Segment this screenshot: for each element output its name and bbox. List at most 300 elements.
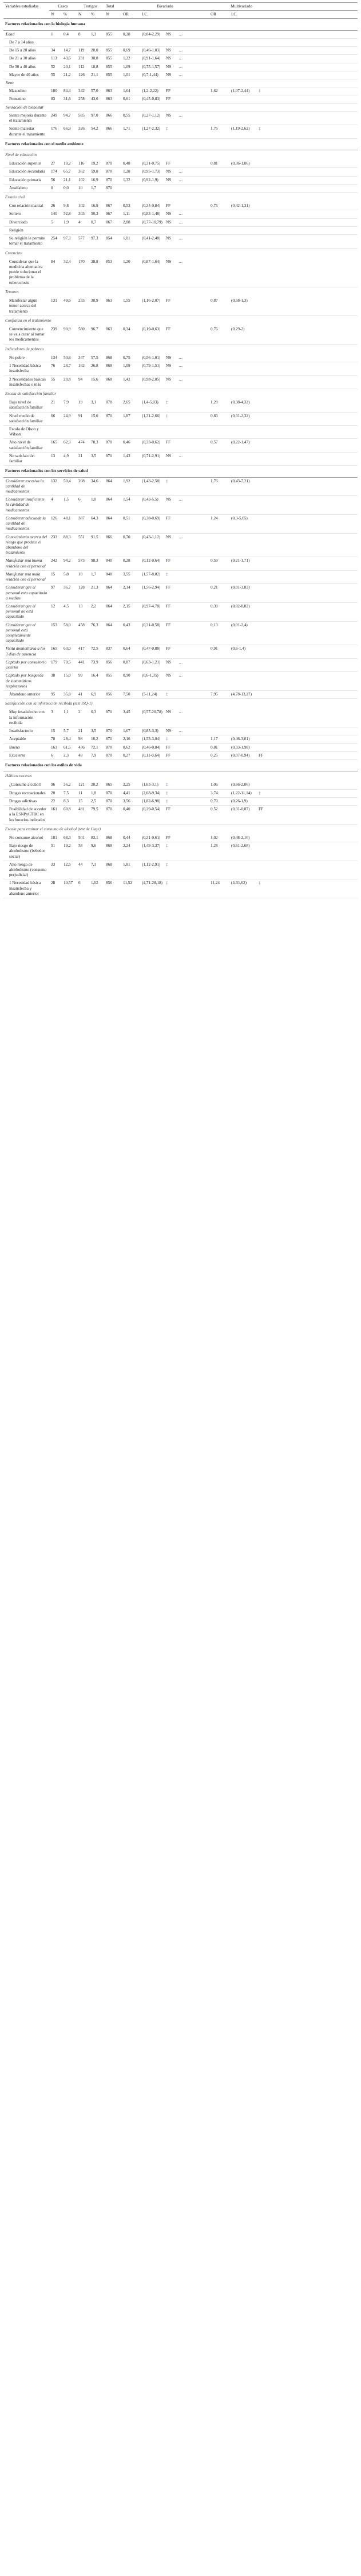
bivariate-or: 1,32 (121, 176, 140, 184)
bivariate-or: 0,75 (121, 354, 140, 362)
controls-n: 91 (77, 412, 89, 425)
total-n: 870 (104, 806, 121, 825)
bivariate-ic: (0,6-1,35) (140, 672, 164, 691)
header-bivariate-extra (177, 11, 209, 19)
total-n: 868 (104, 354, 121, 362)
bivariate-ic: (0,83-1,48) (140, 210, 164, 218)
cases-pct: 19,2 (62, 842, 77, 861)
total-n: 870 (104, 399, 121, 412)
bivariate-or: 1,20 (121, 258, 140, 287)
bivariate-sig: ‡ (164, 789, 177, 797)
cases-pct: 5,7 (62, 727, 77, 735)
multivariate-sig (257, 55, 274, 63)
total-n: 855 (104, 47, 121, 55)
multivariate-ic (229, 71, 257, 79)
variable-label: Drogas adictivas (3, 797, 49, 805)
bivariate-extra (177, 781, 209, 789)
bivariate-or: 1,55 (121, 297, 140, 315)
multivariate-ic: (4-31,62) (229, 879, 257, 898)
cases-n (49, 79, 62, 87)
bivariate-extra (177, 743, 209, 751)
bivariate-sig: ‡ (164, 570, 177, 583)
controls-pct: 0,7 (89, 218, 104, 226)
table-row (3, 658, 358, 671)
cases-n: 140 (49, 210, 62, 218)
variable-label: Siente malestar durante el tratamiento (3, 125, 49, 138)
multivariate-ic (229, 426, 257, 439)
subsection-row (3, 287, 358, 297)
bivariate-or: 0,70 (121, 533, 140, 557)
multivariate-ic: (1,07-2,44) (229, 87, 257, 95)
bivariate-extra (177, 439, 209, 452)
multivariate-or: 0,76 (209, 326, 229, 344)
controls-pct: 20,2 (89, 781, 104, 789)
controls-n: 551 (77, 533, 89, 557)
bivariate-or: 11,52 (121, 879, 140, 898)
bivariate-or: 0,28 (121, 30, 140, 38)
row-padding (274, 514, 358, 533)
variable-label: Siente mejoría durante el tratamiento (3, 111, 49, 125)
bivariate-extra (177, 557, 209, 570)
multivariate-or (209, 38, 229, 46)
cases-n: 126 (49, 514, 62, 533)
multivariate-sig (257, 30, 274, 38)
cases-n (49, 38, 62, 46)
bivariate-ic: (0,79-1,51) (140, 362, 164, 375)
controls-n: 116 (77, 160, 89, 168)
controls-n: 98 (77, 735, 89, 743)
total-n (104, 426, 121, 439)
cases-pct: 36,2 (62, 781, 77, 789)
bivariate-extra (177, 202, 209, 210)
cases-n: 33 (49, 861, 62, 879)
bivariate-ic: (0,7-1,44) (140, 71, 164, 79)
multivariate-ic (229, 727, 257, 735)
bivariate-extra: … (177, 71, 209, 79)
cases-pct: 20,1 (62, 63, 77, 71)
total-n (104, 103, 121, 111)
bivariate-or: 3,45 (121, 709, 140, 727)
controls-n: 11 (77, 789, 89, 797)
bivariate-or (121, 184, 140, 192)
total-n: 870 (104, 160, 121, 168)
multivariate-sig (257, 842, 274, 861)
cases-pct: 66,9 (62, 125, 77, 138)
bivariate-ic: (0,31-0,58) (140, 621, 164, 645)
bivariate-sig: NS (164, 496, 177, 515)
table-row (3, 621, 358, 645)
controls-pct: 54,2 (89, 125, 104, 138)
variable-label: 1 Necesidad básica insatisfecha (3, 362, 49, 375)
bivariate-ic: (0,11-0,64) (140, 751, 164, 759)
controls-pct (89, 79, 104, 87)
bivariate-extra: … (177, 709, 209, 727)
bivariate-ic: (0,45-0,83) (140, 95, 164, 103)
variable-label: Captado por búsqueda de sintomáticos respiratorios (3, 672, 49, 691)
controls-pct: 98,3 (89, 557, 104, 570)
multivariate-sig: ‡ (257, 879, 274, 898)
bivariate-or: 0,40 (121, 806, 140, 825)
bivariate-ic: (0,87-1,64) (140, 258, 164, 287)
subsection-row (3, 389, 358, 399)
cases-pct: 1,9 (62, 218, 77, 226)
bivariate-ic: (1,43-2,58) (140, 477, 164, 496)
cases-pct: 7,5 (62, 789, 77, 797)
header-controls: Testigos (77, 3, 104, 11)
subsection-title: Escala de satisfacción familiar (5, 391, 57, 396)
multivariate-ic (229, 95, 257, 103)
table-row (3, 842, 358, 861)
cases-pct: 29,4 (62, 735, 77, 743)
section-title: Factores relacionados con la biología humana (3, 19, 358, 30)
total-n: 865 (104, 781, 121, 789)
table-row (3, 557, 358, 570)
subsection-row (3, 248, 358, 258)
table-row (3, 354, 358, 362)
multivariate-ic: (0,31-0,87) (229, 806, 257, 825)
row-padding (274, 570, 358, 583)
controls-n: 577 (77, 235, 89, 248)
cases-n: 165 (49, 645, 62, 658)
bivariate-or: 1,28 (121, 168, 140, 176)
multivariate-ic (229, 658, 257, 671)
bivariate-extra (177, 95, 209, 103)
controls-n: 170 (77, 258, 89, 287)
cases-n: 1 (49, 30, 62, 38)
controls-pct: 50,3 (89, 210, 104, 218)
multivariate-or: 11,24 (209, 879, 229, 898)
multivariate-or (209, 103, 229, 111)
row-padding (274, 362, 358, 375)
total-n: 870 (104, 176, 121, 184)
controls-n: 387 (77, 514, 89, 533)
bivariate-sig: NS (164, 235, 177, 248)
controls-pct (89, 426, 104, 439)
bivariate-extra (177, 751, 209, 759)
total-n: 864 (104, 602, 121, 621)
variable-label: Escala de Olson y Wilson (3, 426, 49, 439)
multivariate-sig (257, 354, 274, 362)
multivariate-or: 0,75 (209, 202, 229, 210)
row-padding (274, 806, 358, 825)
subsection-title: Temores (5, 289, 19, 294)
bivariate-extra (177, 326, 209, 344)
controls-pct: 57,0 (89, 87, 104, 95)
bivariate-or: 0,34 (121, 326, 140, 344)
multivariate-ic: (0,07-0,94) (229, 751, 257, 759)
multivariate-or (209, 55, 229, 63)
multivariate-ic: (4,78-13,27) (229, 691, 257, 699)
multivariate-ic: (0,02-8,82) (229, 602, 257, 621)
bivariate-extra: … (177, 111, 209, 125)
controls-pct: 26,8 (89, 362, 104, 375)
table-row (3, 168, 358, 176)
subsection-row (3, 824, 358, 834)
total-n: 864 (104, 584, 121, 603)
cases-n: 22 (49, 797, 62, 805)
controls-n (77, 103, 89, 111)
cases-pct: 2,3 (62, 751, 77, 759)
cases-pct: 49,6 (62, 297, 77, 315)
variable-label: 2 Necesidades básicas insatisfechas o más (3, 375, 49, 389)
bivariate-or: 0,55 (121, 111, 140, 125)
bivariate-ic: (2,08-9,34) (140, 789, 164, 797)
bivariate-or: 1,43 (121, 452, 140, 465)
bivariate-ic: (0,43-1,12) (140, 533, 164, 557)
cases-n (49, 103, 62, 111)
cases-n: 15 (49, 727, 62, 735)
total-n: 855 (104, 672, 121, 691)
multivariate-sig (257, 210, 274, 218)
header-bivariate-ic: I.C. (140, 11, 164, 19)
controls-pct: 73,9 (89, 658, 104, 671)
total-n: 855 (104, 63, 121, 71)
total-n: 853 (104, 258, 121, 287)
controls-pct: 18,8 (89, 63, 104, 71)
variable-label: Considerar insuficiente la cantidad de medicamentos (3, 496, 49, 515)
table-row (3, 751, 358, 759)
subsection-row (3, 699, 358, 709)
variable-label: Alto nivel de satisfacción familiar (3, 439, 49, 452)
multivariate-ic (229, 709, 257, 727)
multivariate-sig (257, 63, 274, 71)
bivariate-ic: (0,63-1,21) (140, 658, 164, 671)
bivariate-ic: (0,41-2,48) (140, 235, 164, 248)
bivariate-or: 0,53 (121, 202, 140, 210)
cases-n (49, 226, 62, 234)
bivariate-ic: (1,82-6,98) (140, 797, 164, 805)
bivariate-extra (177, 842, 209, 861)
cases-pct: 1,1 (62, 709, 77, 727)
total-n: 855 (104, 30, 121, 38)
header-cases-n: N (49, 11, 62, 19)
table-row (3, 879, 358, 898)
multivariate-sig (257, 602, 274, 621)
row-padding (274, 218, 358, 226)
bivariate-ic: (1,53-3,04) (140, 735, 164, 743)
row-padding (274, 727, 358, 735)
multivariate-or: 1,17 (209, 735, 229, 743)
bivariate-or: 1,54 (121, 496, 140, 515)
multivariate-or: 1,62 (209, 87, 229, 95)
multivariate-sig: ‡ (257, 125, 274, 138)
multivariate-or: 0,81 (209, 743, 229, 751)
cases-pct: 88,3 (62, 533, 77, 557)
multivariate-sig (257, 584, 274, 603)
multivariate-or: 0,81 (209, 160, 229, 168)
row-padding (274, 584, 358, 603)
controls-n: 342 (77, 87, 89, 95)
row-padding (274, 645, 358, 658)
multivariate-sig (257, 781, 274, 789)
bivariate-or (121, 103, 140, 111)
multivariate-or: 1,76 (209, 125, 229, 138)
multivariate-ic (229, 55, 257, 63)
row-padding (274, 235, 358, 248)
cases-pct: 4,5 (62, 602, 77, 621)
multivariate-sig (257, 621, 274, 645)
multivariate-sig (257, 514, 274, 533)
controls-pct: 1,0 (89, 496, 104, 515)
multivariate-ic (229, 176, 257, 184)
controls-pct: 1,7 (89, 570, 104, 583)
multivariate-or: 0,57 (209, 439, 229, 452)
controls-n: 41 (77, 691, 89, 699)
bivariate-ic: (0,98-2,05) (140, 375, 164, 389)
header-total: Total (104, 3, 121, 11)
cases-n: 26 (49, 202, 62, 210)
cases-pct: 21,2 (62, 71, 77, 79)
multivariate-sig (257, 375, 274, 389)
cases-pct: 50,4 (62, 477, 77, 496)
table-row (3, 38, 358, 46)
bivariate-sig: FF (164, 297, 177, 315)
controls-n (77, 38, 89, 46)
bivariate-or: 1,92 (121, 477, 140, 496)
section-header-row (3, 759, 358, 771)
subsection-title: Estado civil (5, 195, 25, 200)
bivariate-sig: NS (164, 354, 177, 362)
multivariate-or: 1,02 (209, 834, 229, 842)
multivariate-or (209, 362, 229, 375)
subsection-row (3, 771, 358, 782)
table-row (3, 439, 358, 452)
cases-n: 0 (49, 184, 62, 192)
multivariate-ic (229, 184, 257, 192)
row-padding (274, 658, 358, 671)
bivariate-extra: … (177, 452, 209, 465)
multivariate-sig (257, 103, 274, 111)
table-row (3, 202, 358, 210)
bivariate-or: 0,87 (121, 658, 140, 671)
controls-pct: 15,6 (89, 375, 104, 389)
cases-n: 51 (49, 842, 62, 861)
multivariate-sig (257, 79, 274, 87)
bivariate-extra: … (177, 47, 209, 55)
variable-label: Su religión le permite tomar el tratamiento (3, 235, 49, 248)
bivariate-extra (177, 584, 209, 603)
row-padding (274, 452, 358, 465)
controls-pct: 1,3 (89, 30, 104, 38)
table-row (3, 452, 358, 465)
row-padding (274, 30, 358, 38)
bivariate-or: 0,62 (121, 743, 140, 751)
bivariate-extra (177, 797, 209, 805)
multivariate-ic: (0,66-2,06) (229, 781, 257, 789)
variable-label: Conocimiento acerca del riesgo que produce el abandono del tratamiento (3, 533, 49, 557)
row-padding (274, 709, 358, 727)
row-padding (274, 496, 358, 515)
total-n: 868 (104, 834, 121, 842)
multivariate-sig (257, 258, 274, 287)
controls-n: 580 (77, 326, 89, 344)
bivariate-extra (177, 103, 209, 111)
bivariate-sig: ‡ (164, 735, 177, 743)
cases-n: 27 (49, 160, 62, 168)
bivariate-ic: (1,49-3,37) (140, 842, 164, 861)
table-row (3, 399, 358, 412)
cases-n: 6 (49, 751, 62, 759)
controls-n (77, 79, 89, 87)
variable-label: Edad (3, 30, 49, 38)
multivariate-sig (257, 202, 274, 210)
controls-pct: 59,8 (89, 168, 104, 176)
multivariate-ic (229, 258, 257, 287)
multivariate-or: 7,95 (209, 691, 229, 699)
controls-pct: 91,5 (89, 533, 104, 557)
controls-pct: 1,02 (89, 879, 104, 898)
table-row (3, 87, 358, 95)
header-variables: Variables estudiadas (3, 3, 49, 19)
bivariate-ic: (0,04-2,29) (140, 30, 164, 38)
row-padding (274, 258, 358, 287)
cases-n: 96 (49, 781, 62, 789)
header-bivariate-or: OR (121, 11, 140, 19)
multivariate-or (209, 63, 229, 71)
variable-label: 1 Necesidad básica insatisfecha y abandono anterior (3, 879, 49, 898)
bivariate-ic: (1,12-2,91) (140, 861, 164, 879)
row-padding (274, 95, 358, 103)
cases-n: 181 (49, 834, 62, 842)
bivariate-sig: FF (164, 514, 177, 533)
variable-label: Con relación marital (3, 202, 49, 210)
total-n (104, 226, 121, 234)
multivariate-sig (257, 834, 274, 842)
total-n: 867 (104, 202, 121, 210)
bivariate-ic: (0,43-5,5) (140, 496, 164, 515)
table-row (3, 806, 358, 825)
multivariate-or (209, 258, 229, 287)
cases-n: 52 (49, 63, 62, 71)
variable-label: Insatisfactorio (3, 727, 49, 735)
row-padding (274, 621, 358, 645)
total-n: 870 (104, 727, 121, 735)
table-row (3, 235, 358, 248)
table-row (3, 426, 358, 439)
bivariate-extra: … (177, 210, 209, 218)
cases-pct (62, 226, 77, 234)
row-padding (274, 735, 358, 743)
table-row (3, 412, 358, 425)
bivariate-ic: (1,4-5,03) (140, 399, 164, 412)
bivariate-sig: NS (164, 533, 177, 557)
multivariate-ic: (0,42-1,31) (229, 202, 257, 210)
bivariate-extra (177, 160, 209, 168)
cases-n: 34 (49, 47, 62, 55)
row-padding (274, 557, 358, 570)
bivariate-or: 2,16 (121, 735, 140, 743)
bivariate-ic: (0,27-1,12) (140, 111, 164, 125)
controls-n: 458 (77, 621, 89, 645)
bivariate-extra (177, 834, 209, 842)
variable-label: Bajo riesgo de alcoholismo (bebedor social) (3, 842, 49, 861)
controls-pct: 7,9 (89, 751, 104, 759)
multivariate-sig: FF (257, 806, 274, 825)
total-n: 855 (104, 71, 121, 79)
multivariate-or: 0,21 (209, 584, 229, 603)
bivariate-sig: NS (164, 30, 177, 38)
row-padding (274, 751, 358, 759)
bivariate-sig: ‡ (164, 879, 177, 898)
bivariate-ic: (0,19-0,63) (140, 326, 164, 344)
cases-pct: 5,8 (62, 570, 77, 583)
controls-n: 10 (77, 570, 89, 583)
cases-pct (62, 38, 77, 46)
variable-label: Soltero (3, 210, 49, 218)
cases-n: 83 (49, 95, 62, 103)
bivariate-extra: … (177, 176, 209, 184)
bivariate-sig: ‡ (164, 861, 177, 879)
